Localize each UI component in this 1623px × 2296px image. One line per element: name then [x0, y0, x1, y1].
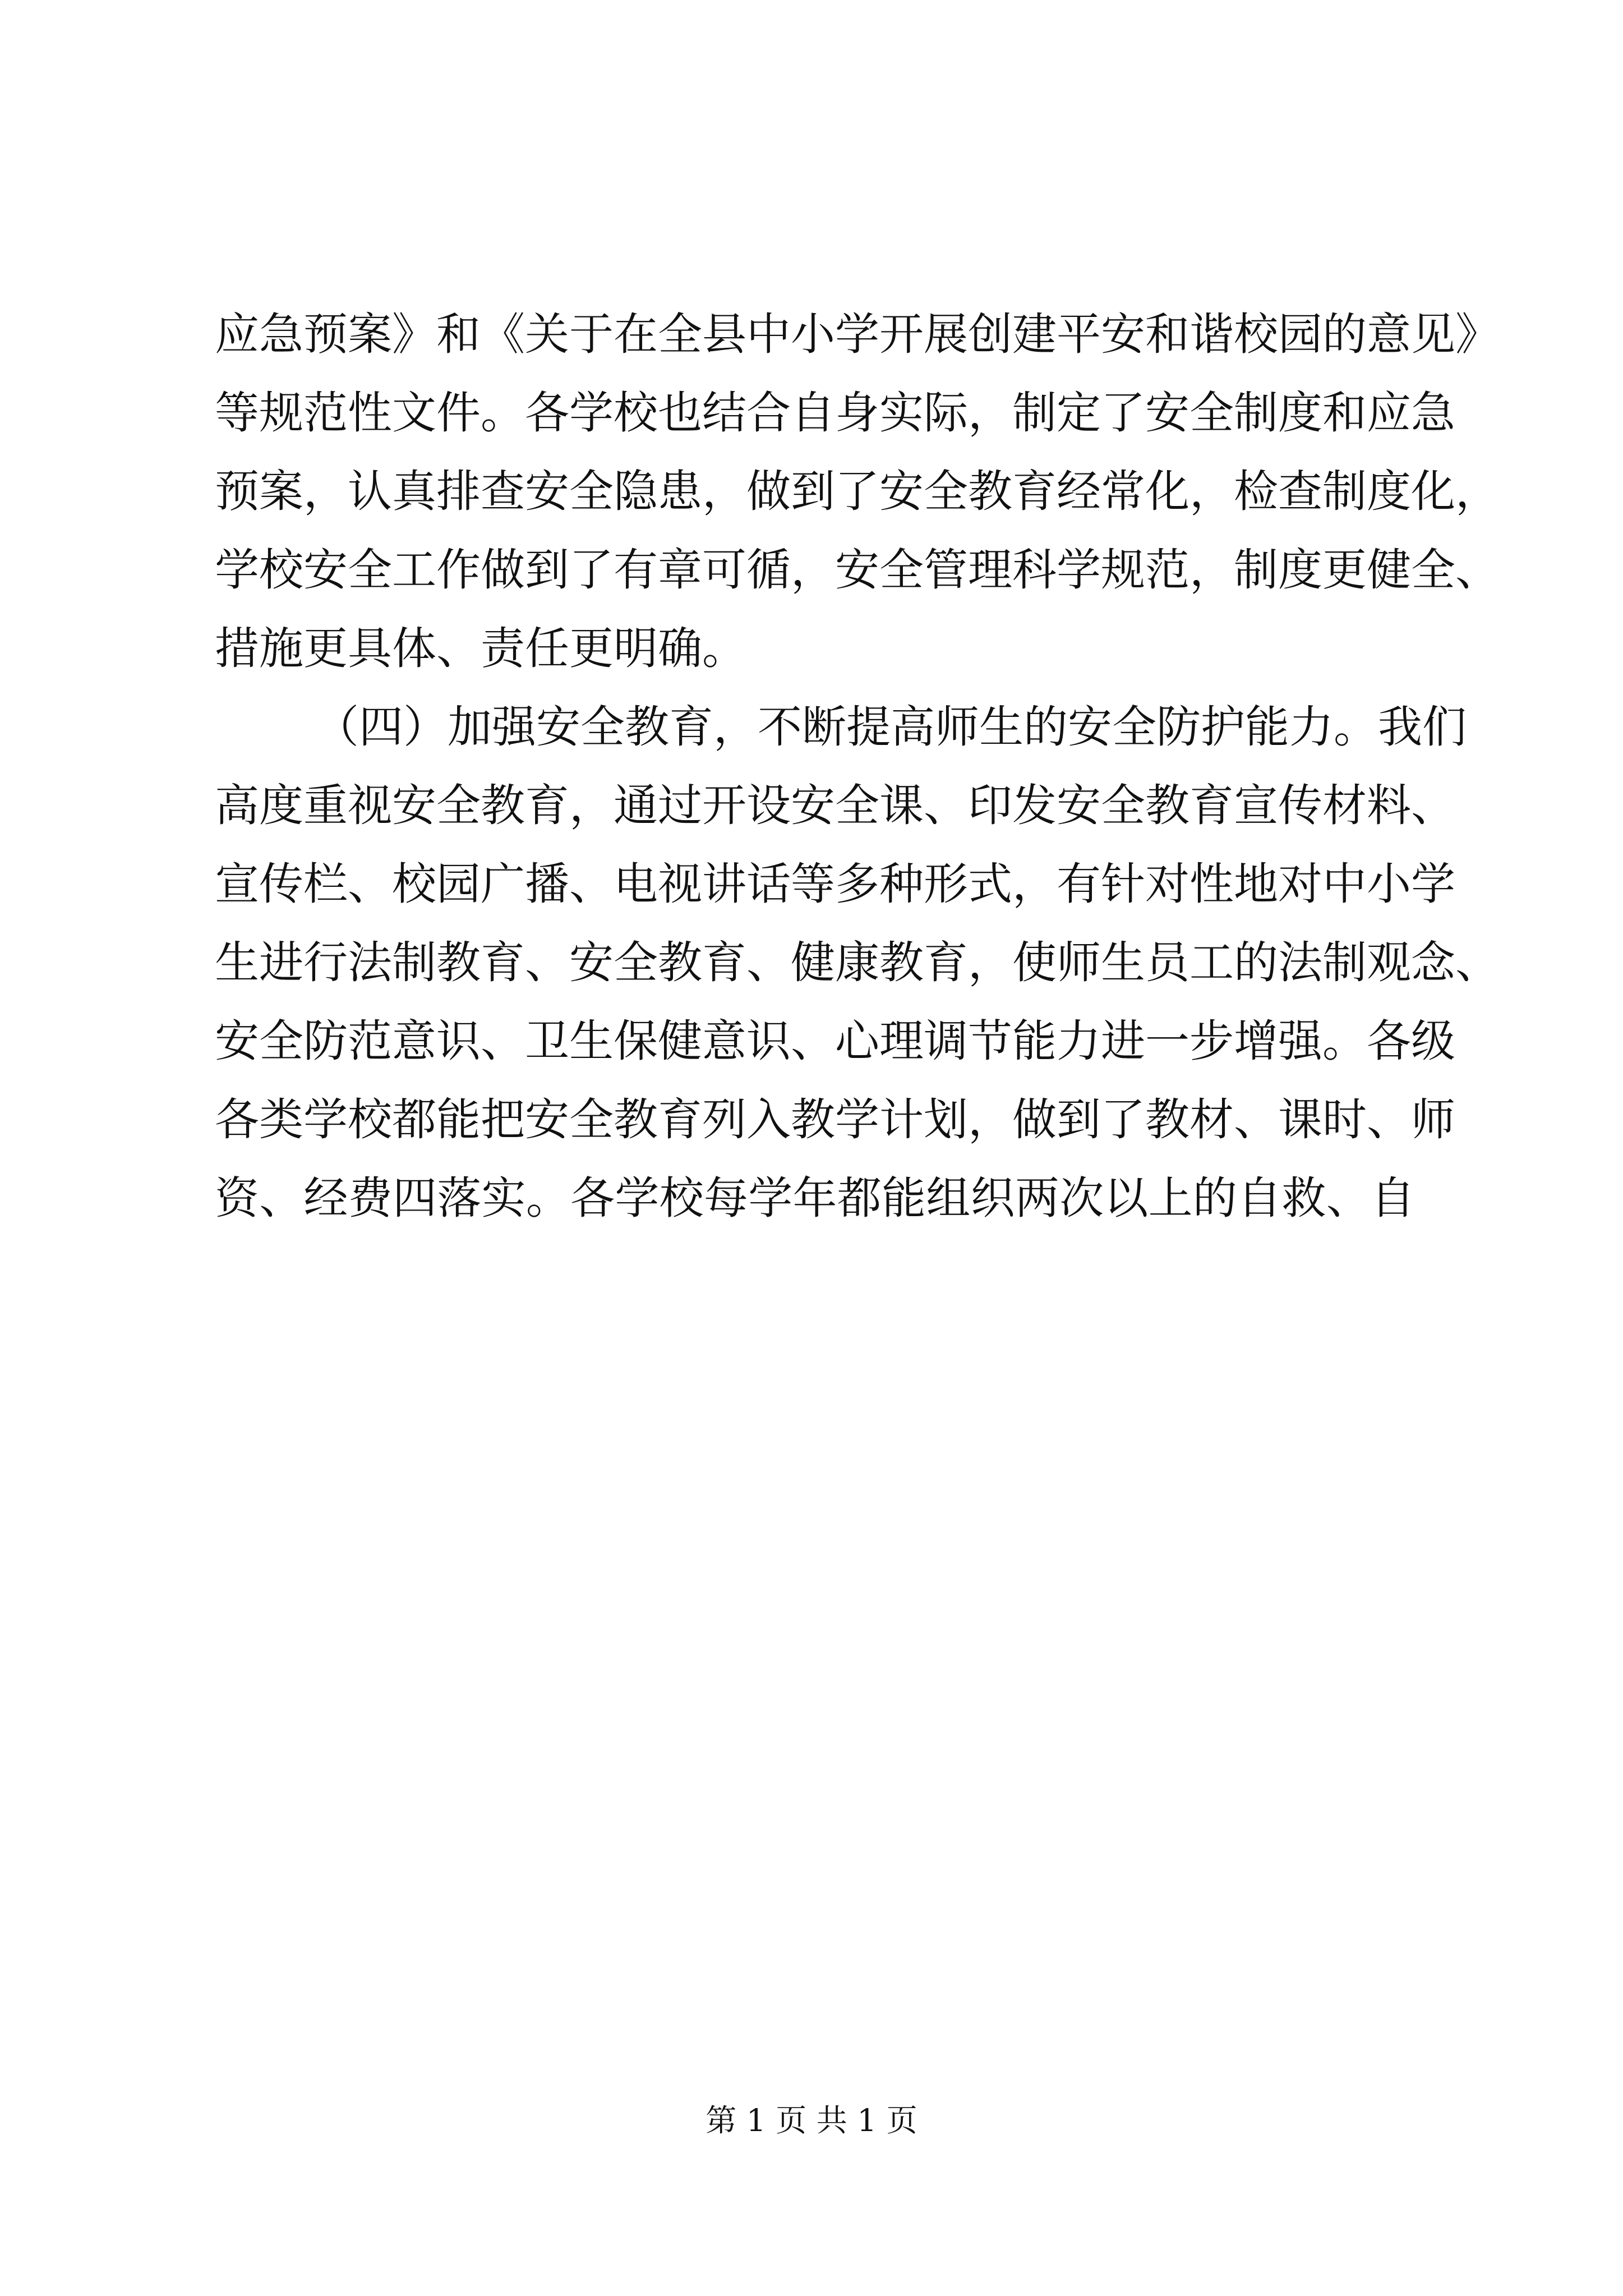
paragraph-2	[215, 688, 1500, 1237]
paragraph-line: 各类学校都能把安全教育列入教学计划，做到了教材、课时、师	[215, 1094, 1455, 1145]
page-footer: 第 1 页 共 1 页	[706, 2102, 917, 2138]
paragraph-1	[215, 295, 1500, 688]
paragraph-line: 应急预案》和《关于在全县中小学开展创建平安和谐校园的意见》	[215, 309, 1500, 360]
paragraph-line: 生进行法制教育、安全教育、健康教育，使师生员工的法制观念、	[215, 937, 1500, 988]
paragraph-line: （四）加强安全教育，不断提高师生的安全防护能力。我们	[315, 701, 1467, 753]
paragraph-line: 安全防范意识、卫生保健意识、心理调节能力进一步增强。各级	[215, 1015, 1455, 1067]
paragraph-line: 资、经费四落实。各学校每学年都能组织两次以上的自救、自	[215, 1172, 1415, 1224]
paragraph-line: 等规范性文件。各学校也结合自身实际，制定了安全制度和应急	[215, 387, 1455, 439]
paragraph-line: 预案，认真排查安全隐患，做到了安全教育经常化，检查制度化，	[215, 466, 1500, 517]
paragraph-line: 学校安全工作做到了有章可循，安全管理科学规范，制度更健全、	[215, 544, 1500, 596]
paragraph-line: 高度重视安全教育，通过开设安全课、印发安全教育宣传材料、	[215, 780, 1455, 831]
paragraph-line: 措施更具体、责任更明确。	[215, 623, 746, 674]
document-body	[215, 295, 1500, 1237]
paragraph-line: 宣传栏、校园广播、电视讲话等多种形式，有针对性地对中小学	[215, 858, 1455, 910]
